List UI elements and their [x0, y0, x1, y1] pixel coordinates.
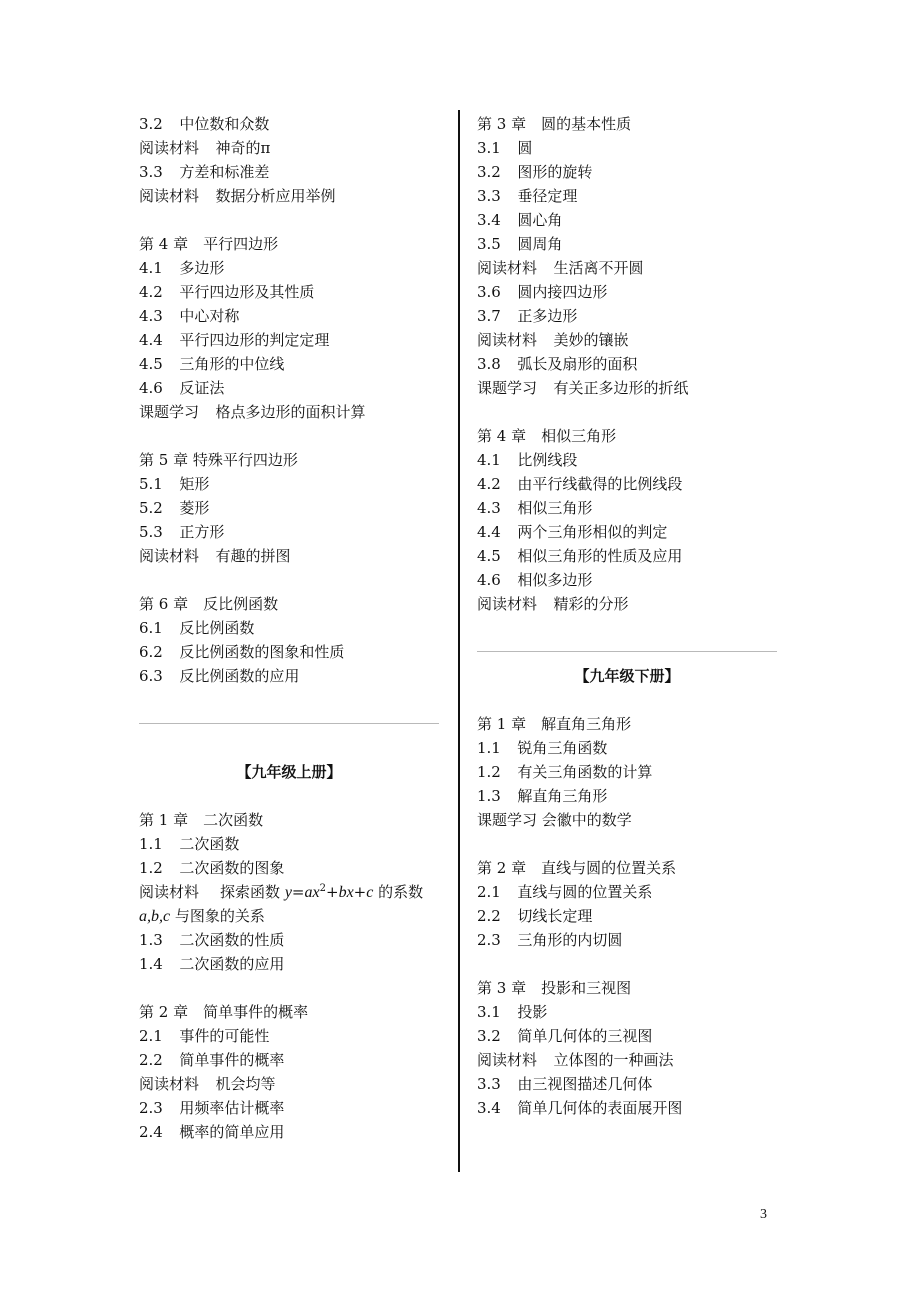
section-divider [139, 712, 439, 736]
toc-entry: 4.5 相似三角形的性质及应用 [477, 547, 683, 565]
section-divider [477, 640, 777, 664]
toc-entry: 1.4 二次函数的应用 [139, 955, 285, 973]
toc-entry: 阅读材料 精彩的分形 [477, 595, 629, 613]
toc-entry: 3.4 简单几何体的表面展开图 [477, 1099, 683, 1117]
column-divider [458, 110, 460, 1172]
toc-entry: 3.2 中位数和众数 [139, 115, 270, 133]
toc-entry: 课题学习 格点多边形的面积计算 [139, 403, 366, 421]
chapter-heading: 第 5 章 特殊平行四边形 [139, 451, 298, 469]
toc-entry: 3.5 圆周角 [477, 235, 563, 253]
toc-entry: 5.3 正方形 [139, 523, 225, 541]
volume-heading: 【九年级上册】 [236, 763, 342, 781]
toc-entry: 5.2 菱形 [139, 499, 210, 517]
toc-entry: 3.3 垂径定理 [477, 187, 578, 205]
toc-entry: 1.3 二次函数的性质 [139, 931, 285, 949]
toc-entry: 1.2 二次函数的图象 [139, 859, 285, 877]
toc-entry: 课题学习 有关正多边形的折纸 [477, 379, 689, 397]
toc-entry: 1.2 有关三角函数的计算 [477, 763, 653, 781]
toc-entry: 2.1 事件的可能性 [139, 1027, 270, 1045]
toc-entry: 3.3 方差和标准差 [139, 163, 270, 181]
toc-entry: 4.2 由平行线截得的比例线段 [477, 475, 683, 493]
chapter-heading: 第 2 章 直线与圆的位置关系 [477, 859, 677, 877]
chapter-heading: 第 3 章 投影和三视图 [477, 979, 632, 997]
toc-entry: 3.1 圆 [477, 139, 533, 157]
chapter-heading: 第 3 章 圆的基本性质 [477, 115, 632, 133]
toc-entry: 4.4 两个三角形相似的判定 [477, 523, 668, 541]
toc-entry: 1.3 解直角三角形 [477, 787, 608, 805]
toc-entry: 4.1 多边形 [139, 259, 225, 277]
toc-right-column [477, 112, 777, 1120]
toc-entry: 4.6 相似多边形 [477, 571, 593, 589]
toc-entry: 4.1 比例线段 [477, 451, 578, 469]
toc-left-column [139, 112, 439, 1144]
toc-entry: 课题学习 会徽中的数学 [477, 811, 632, 829]
toc-entry: 阅读材料 美妙的镶嵌 [477, 331, 629, 349]
toc-entry: 3.6 圆内接四边形 [477, 283, 608, 301]
chapter-heading: 第 6 章 反比例函数 [139, 595, 279, 613]
toc-entry: 5.1 矩形 [139, 475, 210, 493]
page-number: 3 [760, 1207, 767, 1222]
toc-entry: 2.4 概率的简单应用 [139, 1123, 285, 1141]
chapter-heading: 第 2 章 简单事件的概率 [139, 1003, 309, 1021]
toc-entry: 2.1 直线与圆的位置关系 [477, 883, 653, 901]
toc-entry: 2.2 简单事件的概率 [139, 1051, 285, 1069]
toc-entry: 4.2 平行四边形及其性质 [139, 283, 315, 301]
toc-entry: 3.2 简单几何体的三视图 [477, 1027, 653, 1045]
toc-entry: 阅读材料 数据分析应用举例 [139, 187, 336, 205]
toc-entry: 4.5 三角形的中位线 [139, 355, 285, 373]
toc-entry: 1.1 二次函数 [139, 835, 240, 853]
toc-entry: 阅读材料 立体图的一种画法 [477, 1051, 674, 1069]
toc-entry-reading-formula-cont: a,b,c 与图象的关系 [139, 907, 265, 925]
toc-entry: 6.1 反比例函数 [139, 619, 255, 637]
toc-entry: 4.6 反证法 [139, 379, 225, 397]
toc-entry: 6.3 反比例函数的应用 [139, 667, 300, 685]
toc-entry: 阅读材料 神奇的π [139, 139, 271, 157]
toc-entry: 2.3 三角形的内切圆 [477, 931, 623, 949]
toc-entry: 3.7 正多边形 [477, 307, 578, 325]
chapter-heading: 第 4 章 相似三角形 [477, 427, 617, 445]
chapter-heading: 第 4 章 平行四边形 [139, 235, 279, 253]
chapter-heading: 第 1 章 二次函数 [139, 811, 264, 829]
toc-entry: 6.2 反比例函数的图象和性质 [139, 643, 345, 661]
toc-entry: 3.3 由三视图描述几何体 [477, 1075, 653, 1093]
toc-entry-reading-formula: 阅读材料 探索函数 $y=ax^2+bx+c$ 的系数 [139, 883, 424, 901]
toc-entry: 4.4 平行四边形的判定定理 [139, 331, 330, 349]
toc-entry: 阅读材料 生活离不开圆 [477, 259, 644, 277]
toc-entry: 4.3 相似三角形 [477, 499, 593, 517]
toc-entry: 阅读材料 机会均等 [139, 1075, 276, 1093]
toc-entry: 3.8 弧长及扇形的面积 [477, 355, 638, 373]
chapter-heading: 第 1 章 解直角三角形 [477, 715, 632, 733]
toc-entry: 3.1 投影 [477, 1003, 548, 1021]
toc-entry: 阅读材料 有趣的拼图 [139, 547, 291, 565]
toc-entry: 3.4 圆心角 [477, 211, 563, 229]
toc-entry: 3.2 图形的旋转 [477, 163, 593, 181]
toc-entry: 2.2 切线长定理 [477, 907, 593, 925]
toc-entry: 2.3 用频率估计概率 [139, 1099, 285, 1117]
toc-entry: 4.3 中心对称 [139, 307, 240, 325]
toc-entry: 1.1 锐角三角函数 [477, 739, 608, 757]
volume-heading: 【九年级下册】 [574, 667, 680, 685]
